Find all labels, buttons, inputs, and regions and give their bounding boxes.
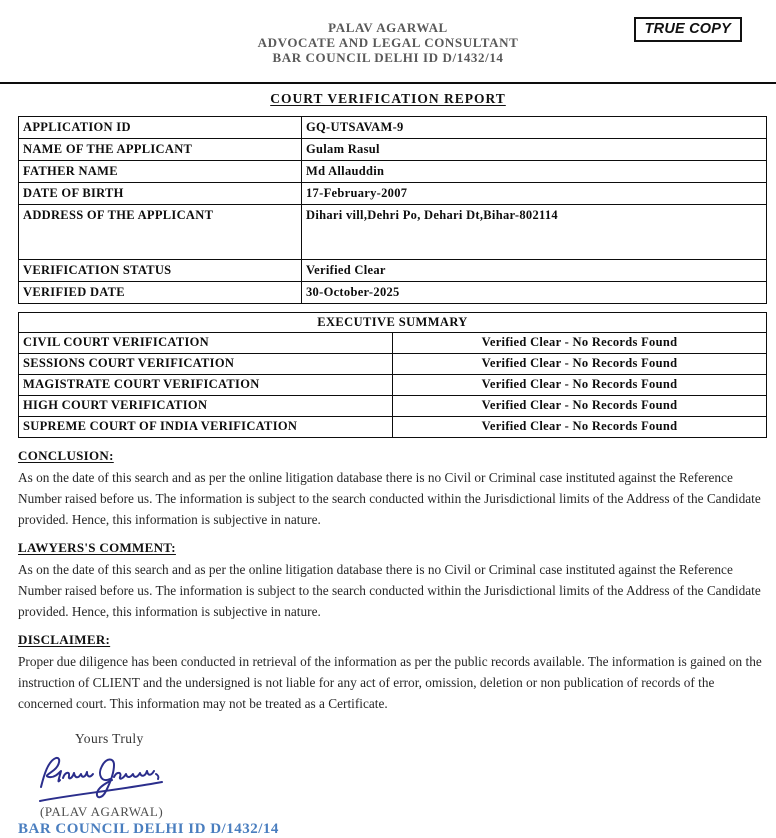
row-value: Dihari vill,Dehri Po, Dehari Dt,Bihar-802114 [302, 205, 767, 260]
executive-summary-heading: EXECUTIVE SUMMARY [19, 313, 767, 333]
table-row [19, 375, 767, 396]
row-label: VERIFICATION STATUS [19, 260, 302, 282]
row-value: Verified Clear - No Records Found [393, 417, 767, 438]
disclaimer-section [18, 632, 760, 714]
row-value: Verified Clear - No Records Found [393, 396, 767, 417]
row-label: ADDRESS OF THE APPLICANT [19, 205, 302, 260]
row-value: Verified Clear - No Records Found [393, 375, 767, 396]
signer-name: (PALAV AGARWAL) [40, 804, 164, 819]
row-label: VERIFIED DATE [19, 282, 302, 304]
table-row [19, 183, 767, 205]
lawyers-comment-section [18, 540, 760, 622]
signature-image [34, 749, 184, 807]
lawyers-comment-heading: LAWYERS'S COMMENT: [18, 540, 176, 555]
row-label: CIVIL COURT VERIFICATION [19, 333, 393, 354]
advocate-role: ADVOCATE AND LEGAL CONSULTANT [257, 35, 519, 50]
page-title: COURT VERIFICATION REPORT [270, 91, 506, 106]
table-row [19, 161, 767, 183]
advocate-bar-id: BAR COUNCIL DELHI ID D/1432/14 [272, 50, 504, 65]
row-value: Gulam Rasul [302, 139, 767, 161]
disclaimer-body: Proper due diligence has been conducted in retrieval of the information as per the public records available. The information is gained on the instruction of CLIENT and the undersigned is not liable for any act of error, omission, deletion or non publication of records of the concerned court. This information may not be treated as a Certificate. [18, 654, 762, 711]
row-value: Verified Clear [302, 260, 767, 282]
conclusion-section [18, 448, 760, 530]
row-value: GQ-UTSAVAM-9 [302, 117, 767, 139]
advocate-name: PALAV AGARWAL [328, 20, 448, 35]
table-row [19, 333, 767, 354]
table-header-row [19, 313, 767, 333]
table-row [19, 205, 767, 260]
lawyers-comment-body: As on the date of this search and as per the online litigation database there is no Civil or Criminal case instituted against the Reference Number raised before us. The information is subject to the search conducted within the Jurisdictional limits of the Address of the Candidate provided. Hence, this information is subjective in nature. [18, 562, 761, 619]
row-label: SESSIONS COURT VERIFICATION [19, 354, 393, 375]
row-label: MAGISTRATE COURT VERIFICATION [19, 375, 393, 396]
conclusion-heading: CONCLUSION: [18, 448, 114, 463]
row-value: 30-October-2025 [302, 282, 767, 304]
row-value: Verified Clear - No Records Found [393, 354, 767, 375]
row-label: APPLICATION ID [19, 117, 302, 139]
row-value: Verified Clear - No Records Found [393, 333, 767, 354]
disclaimer-heading: DISCLAIMER: [18, 632, 111, 647]
table-row [19, 117, 767, 139]
row-label: FATHER NAME [19, 161, 302, 183]
row-label: HIGH COURT VERIFICATION [19, 396, 393, 417]
table-row [19, 260, 767, 282]
table-row [19, 417, 767, 438]
table-row [19, 396, 767, 417]
executive-summary-table [18, 312, 767, 438]
table-row [19, 282, 767, 304]
row-label: DATE OF BIRTH [19, 183, 302, 205]
conclusion-body: As on the date of this search and as per the online litigation database there is no Civil or Criminal case instituted against the Reference Number raised before us. The information is subject to the search conducted within the Jurisdictional limits of the Address of the Candidate provided. Hence, this information is subjective in nature. [18, 470, 761, 527]
table-row [19, 139, 767, 161]
row-value: Md Allauddin [302, 161, 767, 183]
bar-council-id: BAR COUNCIL DELHI ID D/1432/14 [18, 821, 279, 837]
closing-line: Yours Truly [75, 731, 144, 746]
applicant-details-table [18, 116, 767, 304]
header-divider [0, 82, 776, 84]
row-label: SUPREME COURT OF INDIA VERIFICATION [19, 417, 393, 438]
row-value: 17-February-2007 [302, 183, 767, 205]
table-row [19, 354, 767, 375]
true-copy-stamp: TRUE COPY [634, 17, 742, 42]
row-label: NAME OF THE APPLICANT [19, 139, 302, 161]
